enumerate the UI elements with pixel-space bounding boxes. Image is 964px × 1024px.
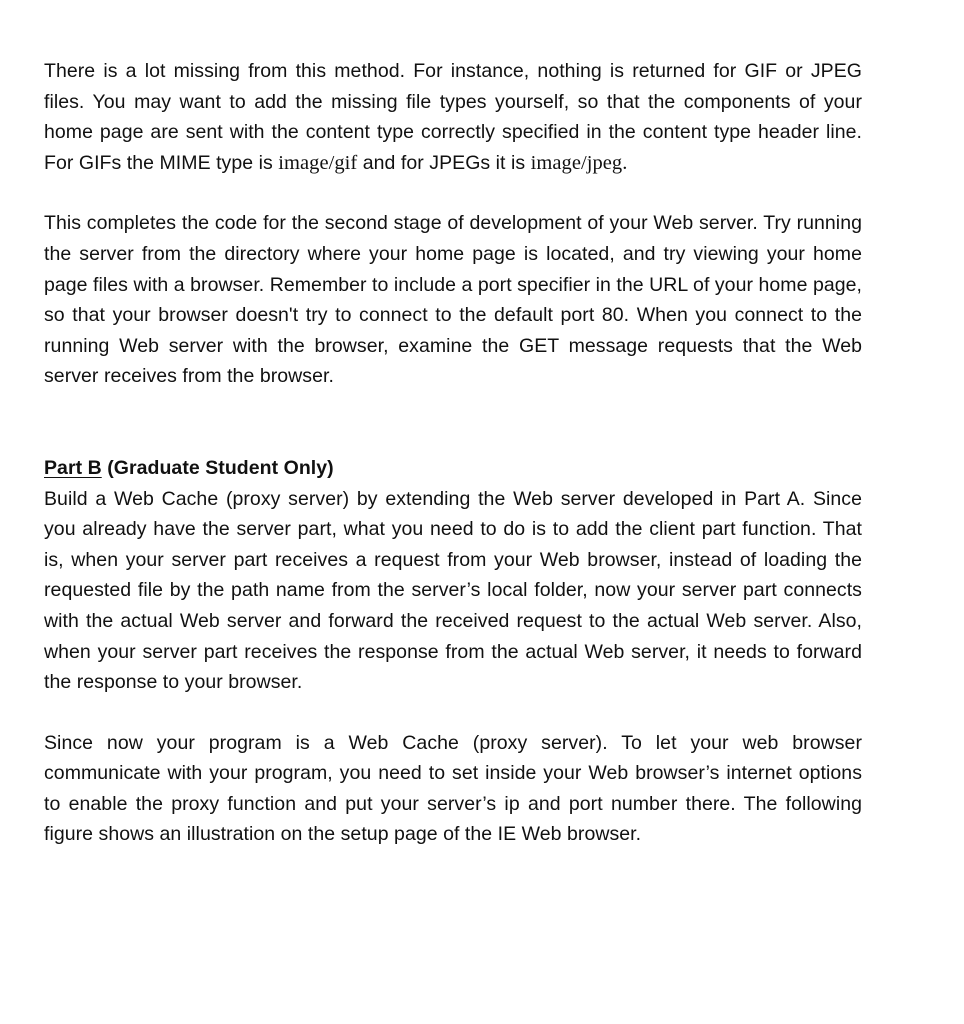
document-page <box>44 56 862 850</box>
part-b-body: Build a Web Cache (proxy server) by extending the Web server developed in Part A. Since you already have the server part, what you need to do is to add the client part function. That is, when your server part receives a request from your Web browser, instead of loading the requested file by the path name from the server’s local folder, now your server part connects with the actual Web server and forward the received request to the actual Web server. Also, when your server part receives the response from the actual Web server, it needs to forward the response to your browser. <box>44 487 862 694</box>
part-b-section <box>44 453 862 698</box>
part-b-label: Part B <box>44 456 102 479</box>
paragraph-proxy-setup: Since now your program is a Web Cache (proxy server). To let your web browser communicate with your program, you need to set inside your Web browser’s internet options to enable the proxy function and put your server’s ip and port number there. The following figure shows an illustration on the setup page of the IE Web browser. <box>44 731 862 846</box>
part-b-qualifier: (Graduate Student Only) <box>101 456 334 479</box>
paragraph-second-stage: This completes the code for the second stage of development of your Web server. Try running the server from the directory where your home page is located, and try viewing your home page files with a browser. Remember to include a port specifier in the URL of your home page, so that your browser doesn't try to connect to the default port 80. When you connect to the running Web server with the browser, examine the GET message requests that the Web server receives from the browser. <box>44 212 862 388</box>
paragraph-text: . <box>622 151 628 174</box>
paragraph-missing-file-types <box>44 56 862 178</box>
mime-type-jpeg: image/jpeg <box>530 151 623 174</box>
paragraph-text: and for JPEGs it is <box>357 151 531 174</box>
mime-type-gif: image/gif <box>278 151 358 174</box>
part-b-heading <box>44 453 862 484</box>
paragraph-text: There is a lot missing from this method. For instance, nothing is returned for GIF or JPEG files. You may want to add the missing file types yourself, so that the components of your home page are sent with the content type correctly specified in the content type header line. For GIFs the MIME type is <box>44 60 862 174</box>
